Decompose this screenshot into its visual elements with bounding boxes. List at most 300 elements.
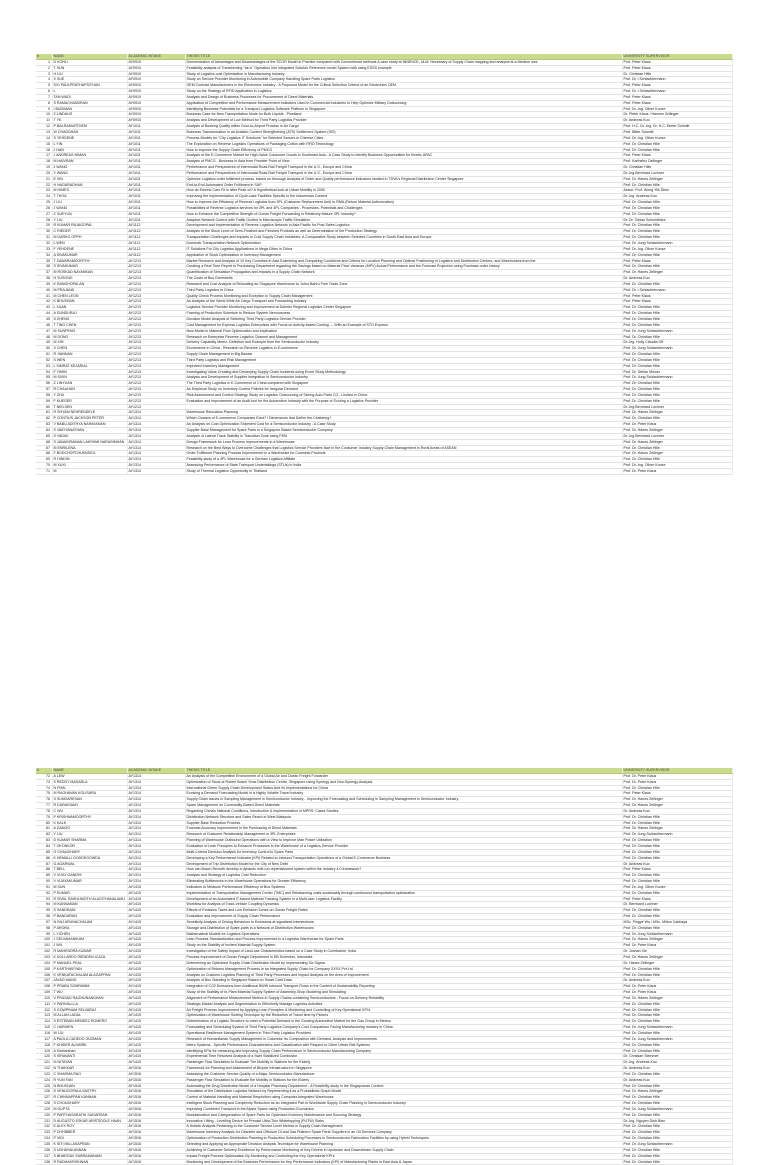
cell-student-name: G AGARWAL [52, 861, 127, 867]
cell-thesis-title: Evaluation and Improvement of Supply Chain Performance [185, 914, 622, 920]
cell-row-number: 46 [36, 322, 52, 328]
cell-student-name: M DONG [52, 334, 127, 340]
cell-thesis-title: Assessing Performance of State Transport Undertakings (STUs) in India [185, 463, 622, 469]
cell-thesis-title: Supplier Base Reduction Process [185, 820, 622, 826]
cell-student-name: F YIMIN [52, 369, 127, 375]
cell-thesis-title: Assessing the Customer Service Quality of a Major Semiconductor Manufacturer [185, 1071, 622, 1077]
cell-thesis-title: Analysis on Customs Logistics Planning of Third Party Processes and Impact Analysis on the Area of Improvement [185, 972, 622, 978]
cell-thesis-title: Process Improvement of Ocean Freight Department in DB Schenker, Indonesia [185, 955, 622, 961]
cell-student-name: J WANG [52, 165, 127, 171]
cell-supervisor: Prof. Dr.-Ing. Oliver Kunze [622, 246, 732, 252]
cell-supervisor: Dr. Pieter Klaus / Hannes Zellinger [622, 112, 732, 118]
cell-student-name: J ANDREAS NIMAN [52, 153, 127, 159]
cell-thesis-title: Improving Combined Transport in the Alpine Space using Production Economics [185, 1106, 622, 1112]
cell-supervisor: Dr. Christian Hille [622, 71, 732, 77]
cell-supervisor: Dr. Andreas Kuo [622, 808, 732, 814]
cell-row-number: 13 [36, 129, 52, 135]
table-row [36, 1025, 732, 1031]
table-row [36, 176, 732, 182]
cell-supervisor: Prof. Dr. Christian Hille [622, 785, 732, 791]
cell-thesis-title: Application of Competitive and Performance Measurement Indicators Used in Commercial Industries to Help Optimize Military Outsourcing [185, 100, 622, 106]
cell-supervisor: Prof. Dr. Peter Klaus [622, 943, 732, 949]
cell-supervisor: Prof. Dr. Christian Hille [622, 392, 732, 398]
cell-academic-intake: AY1314 [127, 838, 185, 844]
cell-row-number: 114 [36, 1019, 52, 1025]
cell-supervisor: Prof. Dr. Christian Hille [622, 879, 732, 885]
cell-row-number: 7 [36, 94, 52, 100]
cell-academic-intake: AY1213 [127, 381, 185, 387]
cell-row-number: 132 [36, 1124, 52, 1130]
cell-student-name: T WU [52, 990, 127, 996]
cell-student-name: M [52, 468, 127, 474]
cell-student-name: D KUMAR SHARMA [52, 838, 127, 844]
cell-supervisor: Dr. Andreas Kuo [622, 118, 732, 124]
cell-student-name: H YUSONG [52, 276, 127, 282]
cell-row-number: 118 [36, 1042, 52, 1048]
cell-supervisor: Prof. Peter Klaus [622, 153, 732, 159]
cell-supervisor: Prof. Dr. Christian Hille [622, 305, 732, 311]
cell-student-name: P VIDI [52, 1136, 127, 1142]
cell-thesis-title: Strategic Market Analysis and Segmentation to Effectively Manage Logistics Activities [185, 1001, 622, 1007]
cell-student-name: C WU [52, 808, 127, 814]
cell-thesis-title: Quality Check Process Monitoring and Exception in Supply Chain Management [185, 293, 622, 299]
cell-row-number: 131 [36, 1118, 52, 1124]
cell-academic-intake: AY1314 [127, 439, 185, 445]
cell-thesis-title: Research of Humanitarian Supply Management in Colombia: Its Composition with Demand, Analysis and Improvements [185, 1036, 622, 1042]
cell-thesis-title: Intelligent Stock Planning and Complexity Reduction as an Integrated Part in Worldwide Supply Chain Planning in Semiconductor Industry [185, 1101, 622, 1107]
cell-thesis-title: An Empirical Study on Inventory Control Policies for Irregular Demand [185, 387, 622, 393]
cell-academic-intake: AY1516 [127, 1095, 185, 1101]
cell-row-number: 50 [36, 346, 52, 352]
cell-student-name: F YEHDENE [52, 246, 127, 252]
cell-supervisor: Prof. Peter Klaus [622, 867, 732, 873]
cell-thesis-title: Application of Stock Optimization in Inventory Management [185, 252, 622, 258]
cell-student-name: M SUN [52, 884, 127, 890]
cell-row-number: 39 [36, 281, 52, 287]
cell-student-name: Z XUEYUN [52, 211, 127, 217]
cell-academic-intake: AY1112 [127, 252, 185, 258]
cell-academic-intake: AY1314 [127, 463, 185, 469]
cell-supervisor: Prof. Dr. Christian Hille [622, 416, 732, 422]
cell-supervisor: Prof. Dr. Christian Hille [622, 381, 732, 387]
cell-academic-intake: AY1415 [127, 1001, 185, 1007]
cell-row-number: 119 [36, 1048, 52, 1054]
cell-academic-intake: AY1011 [127, 176, 185, 182]
cell-supervisor: Prof. Peter Klaus [622, 791, 732, 797]
cell-academic-intake: AY1415 [127, 960, 185, 966]
cell-supervisor: Prof. Dr. Christian Hille [622, 849, 732, 855]
cell-supervisor: Prof. Dr. Hanes Zellinger [622, 428, 732, 434]
cell-academic-intake: AY0910 [127, 77, 185, 83]
cell-student-name: P ARORA [52, 925, 127, 931]
cell-supervisor: Prof. Dr. Hanes Zellinger [622, 439, 732, 445]
cell-academic-intake: AY1314 [127, 867, 185, 873]
cell-academic-intake: AY1415 [127, 1025, 185, 1031]
cell-thesis-title: Third Party Logistics in China [185, 287, 622, 293]
cell-row-number: 53 [36, 363, 52, 369]
cell-thesis-title: Evaluation of Lean Principles to Enhance Processes in the Warehouse of a Logistics Service Provider [185, 843, 622, 849]
cell-row-number: 88 [36, 867, 52, 873]
cell-supervisor: Prof. Dr. Peter Klaus [622, 990, 732, 996]
cell-student-name: G CHAUDHARY [52, 849, 127, 855]
cell-academic-intake: AY1213 [127, 334, 185, 340]
cell-academic-intake: AY1415 [127, 937, 185, 943]
cell-student-name: M RAGHAVAN KOLISARA [52, 791, 127, 797]
cell-row-number: 105 [36, 966, 52, 972]
cell-supervisor: Prof. Dr. Christian Hille [622, 1136, 732, 1142]
cell-thesis-title: New Model in Material Flow Optimization and Implication [185, 328, 622, 334]
cell-academic-intake: AY1213 [127, 357, 185, 363]
cell-student-name: M DARKO OPPH [52, 235, 127, 241]
cell-row-number: 11 [36, 118, 52, 124]
cell-row-number: 56 [36, 381, 52, 387]
cell-row-number: 92 [36, 890, 52, 896]
cell-academic-intake: AY1415 [127, 949, 185, 955]
cell-row-number: 138 [36, 1159, 52, 1165]
cell-student-name: P BANDARAN [52, 914, 127, 920]
cell-academic-intake: AY1415 [127, 1042, 185, 1048]
cell-row-number: 45 [36, 316, 52, 322]
cell-thesis-title: Which Clusters of E-commerce Companies Exist? / Dimensions that Define the Clustering? [185, 416, 622, 422]
cell-academic-intake: AY1213 [127, 311, 185, 317]
cell-row-number: 12 [36, 124, 52, 130]
cell-student-name: M CHEN LEON [52, 293, 127, 299]
cell-supervisor: Prof. Dr. Hanes Zellinger [622, 797, 732, 803]
cell-thesis-title: Operational Resilience Management System in Third Party Logistics Providers [185, 1030, 622, 1036]
cell-row-number: 27 [36, 211, 52, 217]
cell-student-name: R JIANNAN [52, 352, 127, 358]
cell-row-number: 129 [36, 1106, 52, 1112]
cell-student-name: R SHYAM NEHRENDELE [52, 410, 127, 416]
cell-supervisor: Dr.-Ing. Andreas Kuo [622, 194, 732, 200]
cell-student-name: L YICHEN [52, 931, 127, 937]
cell-row-number: 127 [36, 1095, 52, 1101]
cell-supervisor: Prof. Peter Klaus [622, 100, 732, 106]
cell-row-number: 29 [36, 223, 52, 229]
cell-academic-intake: AY1516 [127, 1066, 185, 1072]
cell-thesis-title: Supply Chain Issues in Sampling Management in Semiconductor Industry - Improving the Forecasting and Scheduling in Sampling Management in Semiconductor Industry [185, 797, 622, 803]
cell-supervisor: Dr. Christian Steinmet [622, 1054, 732, 1060]
cell-row-number: 40 [36, 287, 52, 293]
cell-thesis-title: Transportation Challenges and Impacts in Cold Supply Chain Industries: A Comparative Study between Selected Countries in South East Asia and Europe [185, 235, 622, 241]
cell-academic-intake: AY1011 [127, 211, 185, 217]
cell-academic-intake: AY0910 [127, 94, 185, 100]
cell-academic-intake: AY1415 [127, 931, 185, 937]
cell-thesis-title: Optimization of Production Distribution Planning to Production Scheduling Processes in Semiconductor Fabrication Facilities by using Hybrid Techniques [185, 1136, 622, 1142]
cell-academic-intake: AY1415 [127, 990, 185, 996]
cell-student-name: F BODCHOPCHUKNSIOL [52, 451, 127, 457]
cell-academic-intake: AY1415 [127, 1007, 185, 1013]
cell-supervisor: Prof. Dr. Christian Hille [622, 205, 732, 211]
cell-student-name: R YUN FAN [52, 1077, 127, 1083]
cell-supervisor: Prof. Dr.-Ing. Oliver Kunze [622, 106, 732, 112]
cell-row-number: 34 [36, 252, 52, 258]
cell-student-name: C HARIHEN [52, 1025, 127, 1031]
cell-supervisor: Prof. Dr. Christian Hille [622, 322, 732, 328]
cell-thesis-title: Analysis of Booking Quality within Door-to-Airport Process in Air Cargo [185, 124, 622, 130]
column-header-row-number: # [36, 768, 52, 773]
cell-thesis-title: Analysis of the E-Commerce Market for High-Value Consumer Goods in Southeast Asia - A Case Study to Identify Business Opportunities for Kinetic APAC [185, 153, 622, 159]
cell-thesis-title: Impact Freight Process Optimization By Monitoring and Controlling the Key Operational KPI's [185, 1153, 622, 1159]
cell-academic-intake: AY1415 [127, 995, 185, 1001]
cell-supervisor: Prof. Dr. Christian Hille [622, 357, 732, 363]
cell-thesis-title: Analysis and Strategy of Logistics Cost Reduction [185, 873, 622, 879]
cell-row-number: 2 [36, 65, 52, 71]
cell-thesis-title: Feasibility analysis of Transforming "as is" Operation into Integrated Solution Reference model System with using ESSS example [185, 65, 622, 71]
cell-supervisor: Prof. Dr. Christian Hille [622, 820, 732, 826]
cell-supervisor: Prof. Dr. Christian Hille [622, 838, 732, 844]
cell-supervisor: Dr.-Ing.Bernhard Lochner [622, 433, 732, 439]
cell-academic-intake: AY1516 [127, 1106, 185, 1112]
cell-thesis-title: Planning of Warehouse Outbound Operations with a View to Improve Man Power Utilization [185, 838, 622, 844]
cell-academic-intake: AY1314 [127, 428, 185, 434]
cell-row-number: 9 [36, 106, 52, 112]
cell-supervisor: Dr. Andreas Kuo [622, 276, 732, 282]
cell-academic-intake: AY1011 [127, 124, 185, 130]
cell-supervisor: Prof. Peter Klaus [622, 299, 732, 305]
cell-supervisor: MSc. Pingye Wu / MSc. Milton Cabbaya [622, 919, 732, 925]
cell-row-number: 124 [36, 1077, 52, 1083]
cell-supervisor: Prof. Dr. Christian Hille [622, 235, 732, 241]
cell-academic-intake: AY1213 [127, 264, 185, 270]
cell-row-number: 104 [36, 960, 52, 966]
cell-thesis-title: Development of an Automated IT-based Material Tracking System in a Multi-user Logistics Facility [185, 896, 622, 902]
cell-thesis-title: Framework for Planning and Assessment of Bicycle Infrastructure in Singapore [185, 1066, 622, 1072]
cell-academic-intake: AY1011 [127, 170, 185, 176]
cell-academic-intake: AY0910 [127, 59, 185, 65]
cell-academic-intake: AY1011 [127, 147, 185, 153]
cell-row-number: 100 [36, 937, 52, 943]
cell-supervisor: Prof. Dr. Christian Hille [622, 814, 732, 820]
column-header-supervisor: UNIVERSITY SUPERVISOR [622, 54, 732, 59]
cell-row-number: 52 [36, 357, 52, 363]
cell-supervisor: Prof. Dr. Hanes Zellinger [622, 451, 732, 457]
cell-academic-intake: AY1314 [127, 861, 185, 867]
cell-student-name: P BALRAMURTHEM [52, 124, 127, 130]
cell-supervisor: Prof. Dr. Christian Hille [622, 252, 732, 258]
cell-thesis-title: International Green Supply Chain Development Status And Its Implementations for China [185, 785, 622, 791]
cell-thesis-title: Market Research and Analysis of 10 Key Countries in Asia Examining and Comparing Conditions and Criteria for Location Planning and Optimal Positioning of Logistics and Distribution Centers, and Warehouses from the [185, 258, 622, 264]
cell-academic-intake: AY1415 [127, 1013, 185, 1019]
cell-row-number: 15 [36, 141, 52, 147]
cell-academic-intake: AY1415 [127, 914, 185, 920]
cell-supervisor: Dr.-Ing. Holly Claudia Ott [622, 340, 732, 346]
cell-student-name: L XUAN [52, 305, 127, 311]
cell-row-number: 89 [36, 873, 52, 879]
cell-student-name: R CHAUHAN [52, 387, 127, 393]
cell-academic-intake: AY1314 [127, 820, 185, 826]
cell-supervisor: Prof. Dr. Christian Hille [622, 1013, 732, 1019]
cell-supervisor: Prof. Dr. Jung Schlachtermann [622, 375, 732, 381]
cell-academic-intake: AY1314 [127, 843, 185, 849]
cell-thesis-title: Multi-Criteria Decision Analysis for Inventory Control in Spare Parts [185, 849, 622, 855]
cell-thesis-title: Framing of Production Schedule to Reduce System Nervousness [185, 311, 622, 317]
cell-row-number: 71 [36, 468, 52, 474]
cell-row-number: 8 [36, 100, 52, 106]
cell-thesis-title: Experimental Time Resolved Analysis of a Swirl Stabilized Combustor [185, 1054, 622, 1060]
cell-thesis-title: Warehouse Inventory Analysis for Obsolete and Offshore Ol and Gas Platform Spare Parts Suppliers in an Oil Services Company [185, 1130, 622, 1136]
cell-student-name: A GUNDURAJ [52, 311, 127, 317]
cell-academic-intake: AY1516 [127, 1153, 185, 1159]
cell-thesis-title: Supplier Base Management for Spare Parts in a Singapore Based Semiconductor Company [185, 428, 622, 434]
cell-supervisor: Prof. Dr. Hanes Zellinger [622, 410, 732, 416]
cell-student-name: V PARIVALLLA [52, 1001, 127, 1007]
cell-row-number: 19 [36, 165, 52, 171]
cell-student-name: N RAJ ARUNACHALAM [52, 919, 127, 925]
cell-thesis-title: Investigation of the Safety Impact of Land-use Characteristics based on a Case Study in Coimbatore, India [185, 949, 622, 955]
cell-academic-intake: AY1213 [127, 305, 185, 311]
cell-supervisor: Prof. Dr. i.Schlachtermann [622, 77, 732, 83]
cell-academic-intake: AY0910 [127, 71, 185, 77]
cell-academic-intake: AY1213 [127, 346, 185, 352]
table-row [36, 258, 732, 264]
cell-thesis-title: Optimization of Stock at Robert Bosch Smw Distribution Centre, Singapore using Synergy and Non-Synergy Analysis [185, 779, 622, 785]
cell-row-number: 111 [36, 1001, 52, 1007]
cell-thesis-title: Modularization and Categorization of Spare Parts for Optimized Inventory Maintenance and Sourcing Strategy [185, 1112, 622, 1118]
cell-supervisor: Dr. Joshan Xie [622, 949, 732, 955]
cell-supervisor: Dr. Christian Hille [622, 165, 732, 171]
table-row [36, 797, 732, 803]
cell-supervisor: Prof. Dr.-Ing. Oliver Kunze [622, 135, 732, 141]
cell-row-number: 47 [36, 328, 52, 334]
cell-academic-intake: AY1011 [127, 182, 185, 188]
column-header-row-number: # [36, 54, 52, 59]
cell-academic-intake: AY1516 [127, 1101, 185, 1107]
thesis-table-2 [36, 768, 733, 1165]
cell-student-name: M PRAJAND [52, 287, 127, 293]
cell-supervisor: Dr. Andreas Kuo [622, 861, 732, 867]
column-header-student-name: NAME [52, 54, 127, 59]
cell-row-number: 86 [36, 855, 52, 861]
cell-row-number: 36 [36, 264, 52, 270]
cell-row-number: 54 [36, 369, 52, 375]
cell-thesis-title: Third Party Logistics and Risk Management [185, 357, 622, 363]
cell-supervisor: Prof. Dr. Christian Hille [622, 1101, 732, 1107]
cell-thesis-title: The Third Party Logistics in E-Commerce of China compared with Singapore [185, 381, 622, 387]
cell-student-name: S ESTEBAN MENDEZ ROMERO [52, 1019, 127, 1025]
cell-supervisor: Prof. Dr. Christian Hille [622, 1095, 732, 1101]
cell-academic-intake: AY1516 [127, 1089, 185, 1095]
cell-student-name: T NIELSEN [52, 404, 127, 410]
cell-supervisor: Prof. Dr. i.Schlachtermann [622, 287, 732, 293]
cell-academic-intake: AY1415 [127, 1030, 185, 1036]
cell-academic-intake: AY1314 [127, 873, 185, 879]
cell-thesis-title: Analysis and Design of Business Processes for Procurement of Direct Materials [185, 94, 622, 100]
cell-student-name: K KOLLARDO RIENDEN ICAZA [52, 955, 127, 961]
cell-student-name: S VENUGOPALA SASTRY [52, 1089, 127, 1095]
cell-thesis-title: Research and Cost Analysis of Relocating an Singapore Warehouse to Johor Bahru Free Trade Zone [185, 281, 622, 287]
cell-academic-intake: AY1415 [127, 925, 185, 931]
cell-thesis-title: Performance and Perspectives of Intermodal Road-Rail Freight Transport in the U.S., Europe and China [185, 165, 622, 171]
cell-academic-intake: AY1314 [127, 445, 185, 451]
cell-student-name: T BELL [52, 867, 127, 873]
cell-row-number: 133 [36, 1130, 52, 1136]
cell-student-name: Y LIU [52, 217, 127, 223]
cell-thesis-title: Research on the Best Ways to Overcome Challenges that Logistics Service Providers face in the Consumer Industry Supply Chain Management in Rural Areas of ASEAN [185, 445, 622, 451]
cell-student-name: K BHUSHAN [52, 299, 127, 305]
cell-academic-intake: AY1415 [127, 1019, 185, 1025]
cell-supervisor: Prof. Peter Klaus [622, 65, 732, 71]
cell-academic-intake: AY1011 [127, 205, 185, 211]
cell-supervisor: Prof. Dr. Christian Hille [622, 398, 732, 404]
cell-thesis-title: Forecasting and Scheduling System of Third Party Logistics Company's Cost Comparison Facing Manufacturing Industry in China [185, 1025, 622, 1031]
cell-thesis-title: Creating a Real Time Report to Purchasing Department regarding the Savings based on Material Price Variance (MPV) Actual Performance and the Forecast Projection using Purchase order history [185, 264, 622, 270]
cell-row-number: 75 [36, 791, 52, 797]
cell-row-number: 51 [36, 352, 52, 358]
cell-student-name: E ALEX ROY [52, 1124, 127, 1130]
table-row [36, 100, 732, 106]
cell-thesis-title: Identifying KPIs for measuring and Improving Supply Chain Performance in Semiconductor Manufacturing Company [185, 1048, 622, 1054]
cell-student-name: A GANGO [52, 826, 127, 832]
cell-supervisor: Prof. Dr. Jung Schlachtermann [622, 1142, 732, 1148]
cell-student-name: Y LIU [52, 832, 127, 838]
cell-academic-intake: AY1516 [127, 1136, 185, 1142]
cell-academic-intake: AY1213 [127, 392, 185, 398]
cell-academic-intake: AY1011 [127, 141, 185, 147]
cell-thesis-title: Integration of CO2 Emissions from Additional BWW Inbound Transport Flows in the Context of Sustainability Reporting [185, 984, 622, 990]
cell-student-name: S SIVAKUMAR [52, 264, 127, 270]
cell-student-name: M SIXIN [52, 375, 127, 381]
cell-supervisor: Prof. Dr. Christian Hille [622, 229, 732, 235]
table-row [36, 855, 732, 861]
cell-thesis-title: Control of Material Handling and Material Requisition using Computer-Integrated Warehouse [185, 1095, 622, 1101]
cell-academic-intake: AY1314 [127, 797, 185, 803]
cell-thesis-title: Developing a Key Performance Indicator (KPI) Related to Inbound Transportation Operations of a Global E-Commerce Business [185, 855, 622, 861]
cell-supervisor: Prof. Dr. Hanes Zellinger [622, 995, 732, 1001]
cell-row-number: 115 [36, 1025, 52, 1031]
cell-supervisor: Dr.-Ing. Andreas Kuo [622, 1060, 732, 1066]
cell-student-name: T YE [52, 118, 127, 124]
cell-thesis-title: Study of Logistics cost Optimization in Manufacturing Industry [185, 71, 622, 77]
cell-supervisor: Prof. Dr. Christian Hille [622, 457, 732, 463]
cell-student-name: M ROSKAD NAYANKAN [52, 270, 127, 276]
cell-thesis-title: Investigating Value-Creating and Destroying Supply Chain Incidents using Event Study Methodology [185, 369, 622, 375]
cell-row-number: 24 [36, 194, 52, 200]
cell-thesis-title: Optimization of Returns Management Process in an Integrated Supply Chain for Company XXXX Pvt Ltd [185, 966, 622, 972]
cell-thesis-title: Development and Implementation of Reverse Logistics Network in Asia Pacific for Post-Sales Logistics [185, 223, 622, 229]
cell-student-name: X CHEN [52, 346, 127, 352]
cell-supervisor: Dr. Dr. Tobias Schmidhitze [622, 217, 732, 223]
cell-row-number: 85 [36, 849, 52, 855]
cell-row-number: 42 [36, 299, 52, 305]
cell-student-name: K VENKATACHALAM ALAGAPPAN [52, 972, 127, 978]
cell-supervisor: Prof. Dr. Christian Hille [622, 1124, 732, 1130]
cell-student-name: K KALK [52, 820, 127, 826]
cell-academic-intake: AY1415 [127, 966, 185, 972]
cell-supervisor: Prof. Dr. Jung Schlachtermann [622, 1025, 732, 1031]
cell-student-name: D AUGUSTO ESKAR ARISTIDOLE HAAN [52, 1118, 127, 1124]
cell-student-name: L SIMRAT KEJARIAL [52, 363, 127, 369]
table-row [36, 153, 732, 159]
cell-row-number: 74 [36, 785, 52, 791]
cell-student-name: M ENRILENA [52, 445, 127, 451]
cell-thesis-title: Analysis of the Stock Level of Semi-Finished and Finished Products as well as Determination of the Production Strategy [185, 229, 622, 235]
cell-thesis-title: Analysis of Lateral Track Stability in Transition Zone using FEM [185, 433, 622, 439]
cell-academic-intake: AY1011 [127, 200, 185, 206]
cell-thesis-title: How to Improve the Efficiency of Reverse Logistics from 3PL (Customer Replacement Unit) to RMA (Return Material Authorization) [185, 200, 622, 206]
cell-student-name: S/O PAULPRATHAPSITHAN [52, 83, 127, 89]
cell-academic-intake: AY1213 [127, 363, 185, 369]
cell-thesis-title: Research of Customer Relationship Management in 3PL Enterprises [185, 832, 622, 838]
cell-supervisor: Prof. Dr. Christian Hille [622, 182, 732, 188]
cell-row-number: 70 [36, 463, 52, 469]
cell-supervisor: Prof. Dr. Christian Hille [622, 966, 732, 972]
cell-academic-intake: AY1213 [127, 316, 185, 322]
cell-supervisor: Prof. Dr. Jung Schlachtermann [622, 1036, 732, 1042]
cell-student-name: M SUNPENG [52, 328, 127, 334]
cell-thesis-title: IT Solutions For City Logistics Applications in Mega Cities in China [185, 246, 622, 252]
cell-supervisor: Prof. Dr. Christian Hille [622, 352, 732, 358]
